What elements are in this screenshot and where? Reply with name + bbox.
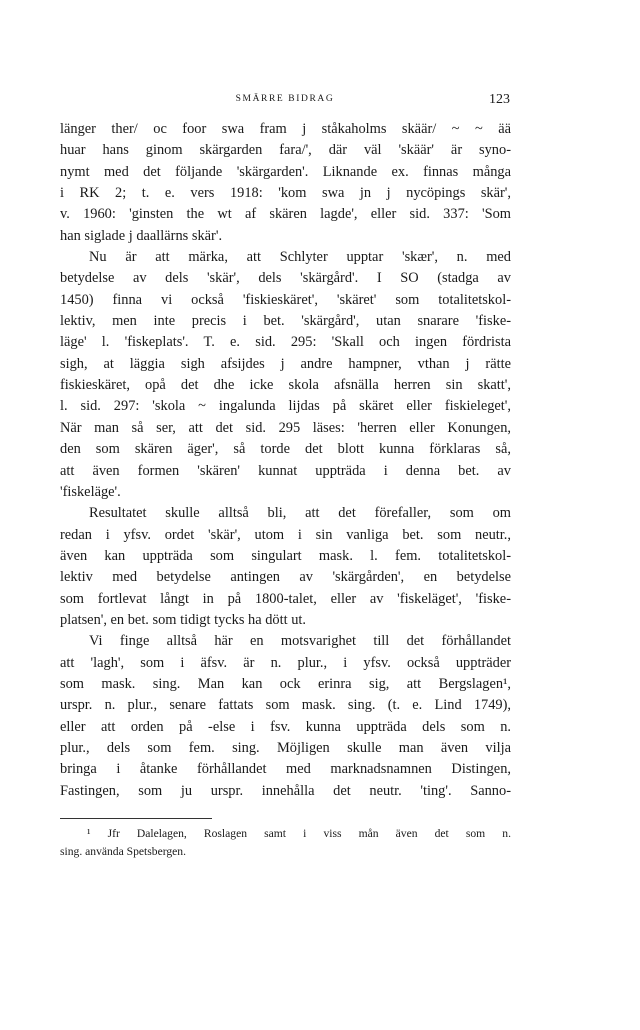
- text-line: bringa i åtanke förhållandet med marknadsnamnen Distingen,: [60, 761, 511, 778]
- text-line: redan i yfsv. ordet 'skär', utom i sin vanliga bet. som neutr.,: [60, 526, 511, 543]
- text-line: fiskieskäret, opå det dhe icke skola afsnälla herren sin skatt',: [60, 377, 511, 394]
- text-line: Resultatet skulle alltså bli, att det förefaller, som om: [89, 505, 511, 522]
- text-line: nymt med det följande 'skärgarden'. Liknande ex. finnas många: [60, 163, 511, 180]
- footnotes: [60, 825, 511, 861]
- text-line: i RK 2; t. e. vers 1918: 'kom swa jn j nycöpings skär',: [60, 185, 511, 202]
- running-title: SMÄRRE BIDRAG: [235, 94, 335, 104]
- text-line: När man så ser, att det sid. 295 läses: 'herren eller Konungen,: [60, 419, 511, 436]
- text-line: Nu är att märka, att Schlyter upptar 'skær', n. med: [89, 249, 511, 266]
- footnote-line: ¹ Jfr Dalelagen, Roslagen samt i viss mån även det som n.: [87, 827, 511, 840]
- text-line: 'fiskeläge'.: [60, 483, 121, 500]
- text-line: eller att orden på -else i fsv. kunna uppträda dels som n.: [60, 718, 511, 735]
- text-line: som fortlevat långt in på 1800-talet, eller av 'fiskeläget', 'fiske-: [60, 590, 511, 607]
- text-line: länger ther/ oc foor swa fram j ståkaholms skäär/ ~ ~ ää: [60, 121, 511, 137]
- text-line: Vi finge alltså här en motsvarighet till det förhållandet: [89, 633, 511, 650]
- text-line: han siglade j daallärns skär'.: [60, 227, 223, 244]
- running-head: [60, 92, 510, 108]
- text-line: urspr. n. plur., senare fattats som mask. sing. (t. e. Lind 1749),: [60, 697, 511, 714]
- text-line: betydelse av dels 'skär', dels 'skärgård'. I SO (stadga av: [60, 270, 511, 287]
- text-line: läge' l. 'fiskeplats'. T. e. sid. 295: 'Skall och ingen fördrista: [60, 334, 511, 351]
- page-number: 123: [489, 92, 510, 107]
- text-line: huar hans ginom skärgarden fara/', där väl 'skäär' är syno-: [60, 142, 511, 159]
- text-line: även kan uppträda som singulart mask. l. fem. totalitetskol-: [60, 547, 511, 564]
- text-line: den som skären äger', så torde det blott kunna förklaras så,: [60, 441, 511, 458]
- text-line: lektiv med betydelse antingen av 'skärgården', en betydelse: [60, 569, 511, 586]
- text-line: 1450) finna vi också 'fiskieskäret', 'skäret' som totalitetskol-: [60, 291, 511, 308]
- text-line: plur., dels som fem. sing. Möjligen skulle man även vilja: [60, 739, 511, 756]
- body-text: [60, 119, 511, 802]
- text-line: lektiv, men inte precis i bet. 'skärgård', utan snarare 'fiske-: [60, 313, 511, 330]
- text-line: som mask. sing. Man kan ock erinra sig, att Bergslagen¹,: [60, 675, 511, 692]
- footnote-rule: [60, 818, 212, 819]
- text-line: Fastingen, som ju urspr. innehålla det neutr. 'ting'. Sanno-: [60, 782, 511, 799]
- text-line: v. 1960: 'ginsten the wt af skären lagde', eller sid. 337: 'Som: [60, 206, 511, 223]
- text-line: l. sid. 297: 'skola ~ ingalunda lijdas på skäret eller fiskieleget',: [60, 398, 511, 415]
- text-line: platsen', en bet. som tidigt tycks ha dött ut.: [60, 611, 307, 628]
- text-line: att 'lagh', som i äfsv. är n. plur., i yfsv. också uppträder: [60, 654, 511, 671]
- footnote-line: sing. använda Spetsbergen.: [60, 845, 187, 858]
- text-line: sigh, at läggia sigh afsijdes j andre hampner, vthan j rätte: [60, 355, 511, 372]
- text-line: att även formen 'skären' kunnat uppträda i denna bet. av: [60, 462, 511, 479]
